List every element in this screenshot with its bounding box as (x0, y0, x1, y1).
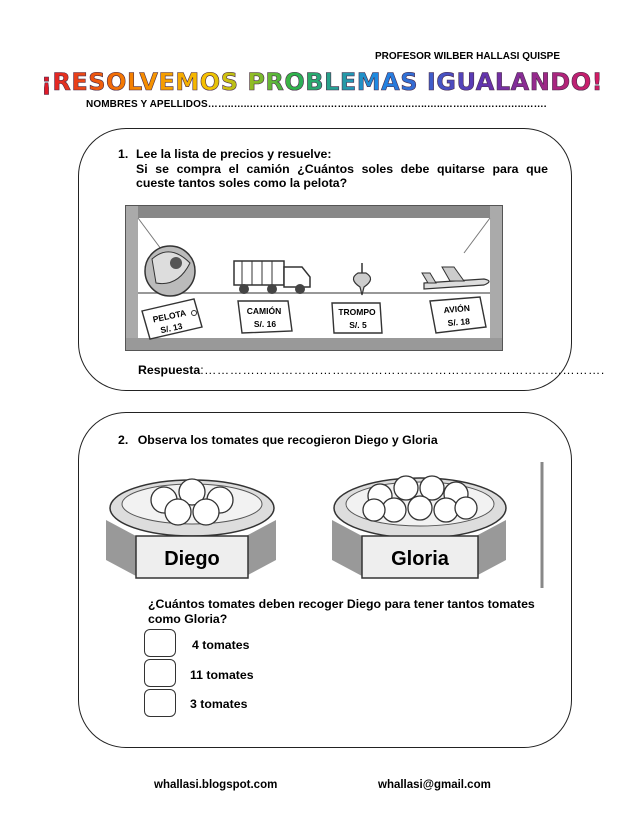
price-tag-truck-name: CAMIÓN (246, 306, 282, 316)
price-tag-top-name: TROMPO (338, 307, 376, 317)
option-2-checkbox[interactable] (144, 659, 176, 687)
teacher-name: PROFESOR WILBER HALLASI QUISPE (374, 51, 560, 62)
price-tag-truck (238, 301, 292, 333)
option-3-checkbox[interactable] (144, 689, 176, 717)
gloria-label: Gloria (391, 548, 449, 570)
question-2-text (118, 433, 438, 448)
names-field[interactable]: NOMBRES Y APELLIDOS……..…..…….…..…….…..……..…..……..…..…..…..……..…..…….…..……. (86, 99, 547, 110)
footer-email: whallasi@gmail.com (378, 779, 491, 791)
tomato-plates-illustration (96, 460, 546, 595)
answer-line[interactable] (138, 363, 605, 377)
question-2-instruction: Observa los tomates que recogieron Diego y Gloria (137, 433, 438, 447)
question-1-instruction: Lee la lista de precios y resuelve: (136, 147, 332, 161)
price-tag-airplane-name: AVIÓN (443, 302, 471, 316)
toy-shop-window (124, 203, 506, 358)
price-tag-ball-price: S/. 13 (159, 320, 184, 336)
price-tag-airplane-price: S/. 18 (447, 316, 471, 328)
price-tag-ball-name: PELOTA (151, 307, 187, 325)
question-1-text (118, 147, 548, 191)
gloria-plate (332, 476, 506, 578)
title-text: ¡RESOLVEMOS PROBLEMAS IGUALANDO! (40, 68, 604, 96)
answer-label: Respuesta (138, 363, 201, 377)
question-2-number: 2. (118, 433, 129, 447)
question-1-number: 1. (118, 147, 129, 161)
diego-label: Diego (164, 548, 220, 570)
price-tag-top-price: S/. 5 (349, 320, 367, 330)
option-3-label: 3 tomates (190, 697, 248, 711)
worksheet-title (0, 64, 638, 103)
footer-blog: whallasi.blogspot.com (154, 779, 278, 791)
option-1-label: 4 tomates (192, 638, 250, 652)
diego-plate (106, 479, 276, 578)
price-tag-airplane (430, 297, 486, 333)
ball-icon (145, 246, 195, 296)
question-2-prompt: ¿Cuántos tomates deben recoger Diego para tener tantos tomates como Gloria? (148, 597, 535, 626)
price-tag-truck-price: S/. 16 (253, 319, 277, 329)
option-2-label: 11 tomates (190, 668, 254, 682)
answer-dots: :…………………………………………………………………………………. (200, 363, 605, 377)
option-1-checkbox[interactable] (144, 629, 176, 657)
price-tag-top (332, 303, 382, 333)
question-1-prompt: Si se compra el camión ¿Cuántos soles debe quitarse para que cueste tantos soles como la pelota? (136, 161, 548, 190)
